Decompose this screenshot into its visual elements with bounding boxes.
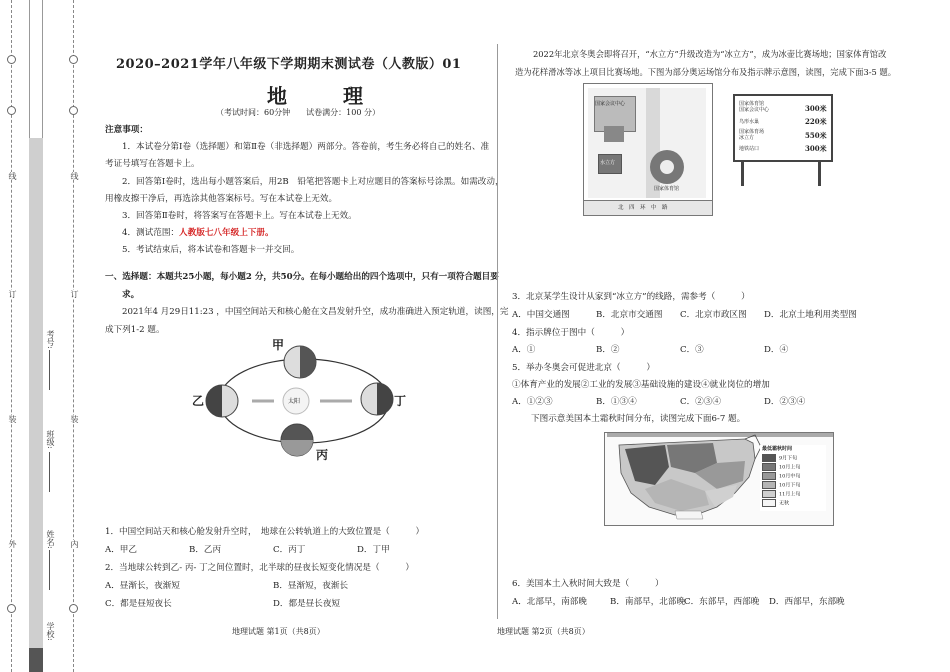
q5-option-d: D．②③④ xyxy=(764,397,806,407)
legend-label: 无秋 xyxy=(779,500,790,507)
label-gym: 国家体育馆 xyxy=(654,186,680,192)
q5-option-c: C．②③④ xyxy=(680,397,721,407)
q6-option-d: D．西部早，东部晚 xyxy=(769,597,845,607)
margin-line-label: 线 xyxy=(8,172,17,180)
legend-label: 10月下旬 xyxy=(779,482,801,489)
exam-title: 2020–2021学年八年级下学期期末测试卷（人教版）01 xyxy=(116,57,462,72)
q5-line2: ①体育产业的发展②工业的发展③基础设施的建设④就业岗位的增加 xyxy=(512,380,770,390)
q3-5-intro-cont: 造为花样滑冰等冰上项目比赛场地。下图为部分奥运场馆分布及指示牌示意图，读图，完成下面3-5 题。 xyxy=(515,67,897,77)
note-line: 1．本试卷分第Ⅰ卷（选择题）和第Ⅱ卷（非选择题）两部分。答卷前，考生务必将自己的姓名、准 xyxy=(122,142,490,152)
note-line: 2．回答第Ⅰ卷时，选出每小题答案后，用2B 铅笔把答题卡上对应题目的答案标号涂黑。如需改动， xyxy=(122,177,504,187)
margin-outer-label: 外 xyxy=(8,540,17,548)
subject-title: 地 理 xyxy=(267,84,381,108)
label-yi: 乙 xyxy=(192,394,205,408)
map-top-border xyxy=(607,433,833,437)
q6-option-c: C．东部早，西部晚 xyxy=(684,597,760,607)
q1-option-a: A．甲乙 xyxy=(105,545,137,555)
margin-bind-label: 订 xyxy=(8,290,17,298)
note-line: 3．回答第Ⅱ卷时，将答案写在答题卡上。写在本试卷上无效。 xyxy=(122,211,357,221)
binding-hole xyxy=(7,604,16,613)
q3-stem: 3．北京某学生设计从家到“冰立方”的线路，需参考（ ） xyxy=(512,292,750,302)
note-4-prefix: 4．测试范围： xyxy=(122,228,180,238)
sign-row-dist: 550米 xyxy=(805,131,827,140)
binding-hole xyxy=(69,604,78,613)
q3-option-d: D．北京土地利用类型图 xyxy=(764,310,857,320)
legend-title: 最低霜秋时间 xyxy=(762,446,793,452)
binding-hole xyxy=(7,55,16,64)
legend-swatch xyxy=(762,490,776,498)
q6-7-intro: 下图示意美国本土霜秋时间分布，读图完成下面6-7 题。 xyxy=(531,414,746,424)
name-underline xyxy=(49,550,50,590)
q4-option-c: C．③ xyxy=(680,345,704,355)
q2-option-c: C．都是昼短夜长 xyxy=(105,599,172,609)
section1-heading-cont: 求。 xyxy=(122,290,140,300)
stadium-center xyxy=(660,160,674,174)
us-map-legend xyxy=(760,445,826,511)
q1-option-c: C．丙丁 xyxy=(273,545,306,555)
q2-option-b: B．昼渐短，夜渐长 xyxy=(273,581,349,591)
label-sun: 太阳 xyxy=(288,398,301,405)
q4-stem: 4．指示牌位于图中（ ） xyxy=(512,328,630,338)
earth-jia-night xyxy=(300,346,316,378)
label-jia: 甲 xyxy=(272,338,285,352)
sign-row-name: 地铁站口 xyxy=(739,146,760,152)
binding-hole xyxy=(69,55,78,64)
orbit-svg xyxy=(192,338,418,462)
legend-item xyxy=(762,472,800,480)
q1-option-d: D．丁甲 xyxy=(357,545,390,555)
note-line-5: 5．考试结束后，将本试卷和答题卡一并交回。 xyxy=(122,245,300,255)
exam-number-underline xyxy=(49,350,50,390)
binding-margin xyxy=(0,0,84,672)
legend-label: 11月上旬 xyxy=(779,491,801,498)
footer-page1: 地理试题 第1页（共8页） xyxy=(232,627,325,636)
top-binding-column xyxy=(29,0,43,138)
q6-option-b: B．南部早，北部晚 xyxy=(610,597,686,607)
legend-swatch xyxy=(762,463,776,471)
note-line-4 xyxy=(122,227,274,239)
legend-label: 10月上旬 xyxy=(779,464,801,471)
q5-option-a: A．①②③ xyxy=(512,397,553,407)
section1-heading: 一、选择题：本题共25小题，每小题2 分，共50分。在每小题给出的四个选项中，只有一项符合题目要 xyxy=(105,272,499,282)
legend-label: 9月下旬 xyxy=(779,455,798,462)
margin-inner-label: 装 xyxy=(70,415,79,423)
q4-option-b: B．② xyxy=(596,345,620,355)
margin-bind-label: 订 xyxy=(70,290,79,298)
legend-item xyxy=(762,499,789,507)
legend-label: 10月中旬 xyxy=(779,473,801,480)
outer-dashed-line xyxy=(11,0,12,672)
binding-hole xyxy=(7,106,16,115)
legend-swatch xyxy=(762,454,776,462)
earth-yi-night xyxy=(206,385,222,417)
q1-stem: 1．中国空间站天和核心舱发射升空时， 地球在公转轨道上的大致位置是（ ） xyxy=(105,527,425,537)
legend-swatch xyxy=(762,472,776,480)
q5-option-b: B．①③④ xyxy=(596,397,637,407)
q1-2-intro-cont: 成下列1-2 题。 xyxy=(105,325,165,335)
sign-board xyxy=(733,94,833,162)
label-conference: 国家会议中心 xyxy=(595,101,626,107)
notes-heading: 注意事项： xyxy=(105,125,148,135)
q1-option-b: B．乙丙 xyxy=(189,545,222,555)
margin-inner-label: 装 xyxy=(8,415,17,423)
sign-post-left xyxy=(741,160,744,186)
name-label: 姓名: xyxy=(46,530,55,549)
legend-item xyxy=(762,490,800,498)
q2-option-a: A．昼渐长，夜渐短 xyxy=(105,581,180,591)
earth-orbit-diagram xyxy=(192,338,418,462)
column-divider xyxy=(497,44,498,619)
q2-option-d: D．都是昼长夜短 xyxy=(273,599,341,609)
dark-binding-block xyxy=(29,648,43,672)
q1-2-intro: 2021年4 月29日11:23 ，中国空间站天和核心舱在文昌发射升空，成功准确进入预定轨道，读图，完 xyxy=(122,307,509,317)
q5-stem: 5．举办冬奥会可促进北京（ ） xyxy=(512,363,655,373)
footer-page2: 地理试题 第2页（共8页） xyxy=(497,627,590,636)
binding-hole xyxy=(69,106,78,115)
label-ding: 丁 xyxy=(394,394,407,408)
q3-option-a: A．中国交通图 xyxy=(512,310,570,320)
sign-row-name: 鸟形水巢 xyxy=(739,119,760,125)
class-label: 班级: xyxy=(46,430,55,449)
olympic-venue-map xyxy=(583,83,713,216)
q3-5-intro: 2022年北京冬奥会即将召开，“水立方”升级改造为“冰立方”，成为冰壶比赛场地；国家体育馆改 xyxy=(533,49,887,59)
legend-swatch xyxy=(762,481,776,489)
q4-option-d: D．④ xyxy=(764,345,789,355)
gym-block xyxy=(604,126,624,142)
margin-line-label: 线 xyxy=(70,172,79,180)
sign-row-dist: 300米 xyxy=(805,104,827,113)
earth-ding-night xyxy=(377,383,393,415)
class-underline xyxy=(49,452,50,492)
q3-option-b: B．北京市交通图 xyxy=(596,310,663,320)
gray-binding-strip xyxy=(29,138,43,648)
note-4-scope: 人教版七八年级上下册。 xyxy=(179,228,274,238)
note-line: 考证号填写在答题卡上。 xyxy=(105,159,200,169)
school-label: 学校: xyxy=(46,622,55,641)
exam-info: （考试时间：60分钟 试卷满分：100 分） xyxy=(216,108,380,117)
q6-option-a: A．北部早，南部晚 xyxy=(512,597,587,607)
note-line: 用橡皮擦干净后，再选涂其他答案标号。写在本试卷上无效。 xyxy=(105,194,338,204)
frost-zone-none xyxy=(675,511,703,519)
earth-bing-day xyxy=(281,440,313,456)
sign-post-right xyxy=(818,160,821,186)
label-road: 北 四 环 中 路 xyxy=(618,205,668,211)
sign-row-name: 国家体育馆 国家会议中心 xyxy=(739,101,770,113)
inner-dashed-line xyxy=(73,0,74,672)
label-water-cube: 水立方 xyxy=(600,160,616,166)
legend-swatch xyxy=(762,499,776,507)
q3-option-c: C．北京市政区图 xyxy=(680,310,747,320)
q4-option-a: A．① xyxy=(512,345,536,355)
sign-row-dist: 220米 xyxy=(805,117,827,126)
exam-number-label: 考号: xyxy=(46,330,55,349)
label-bing: 丙 xyxy=(316,448,329,462)
legend-item xyxy=(762,481,800,489)
margin-inner2-label: 内 xyxy=(70,540,79,548)
sign-row-name: 国家体育场 冰立方 xyxy=(739,129,765,141)
legend-item xyxy=(762,463,800,471)
q2-stem: 2．当地球公转到乙- 丙- 丁之间位置时，北半球的昼夜长短变化情况是（ ） xyxy=(105,563,414,573)
q6-stem: 6．美国本土入秋时间大致是（ ） xyxy=(512,579,664,589)
sign-row-dist: 300米 xyxy=(805,144,827,153)
legend-item xyxy=(762,454,797,462)
